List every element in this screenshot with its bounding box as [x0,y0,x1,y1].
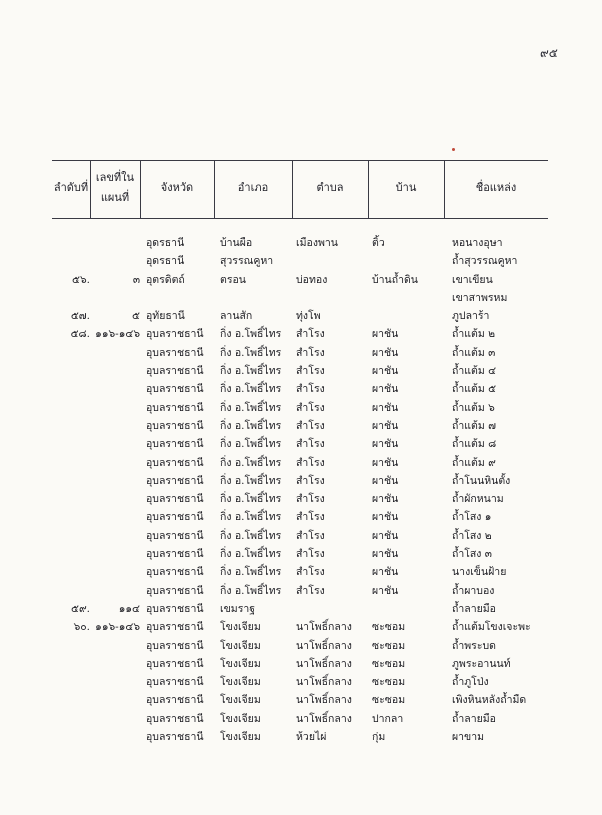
cell-province: อุบลราชธานี [146,621,204,634]
cell-subdistrict: สำโรง [296,566,325,579]
cell-no: ๕๖. [72,273,90,286]
cell-district: กิ่ง อ.โพธิ์ไทร [220,529,282,542]
cell-subdistrict: นาโพธิ์กลาง [296,676,352,689]
cell-province: อุบลราชธานี [146,676,204,689]
table-row [52,508,548,526]
header-map-no [90,168,140,208]
ink-mark [452,148,455,151]
cell-site: หอนางอุษา [452,237,503,249]
cell-district: กิ่ง อ.โพธิ์ไทร [220,401,282,414]
cell-district: กิ่ง อ.โพธิ์ไทร [220,566,282,579]
header-site: ชื่อแหล่ง [475,181,517,194]
cell-map-no: ๕ [132,310,140,323]
header-subdistrict: ตำบล [316,181,344,194]
table-row [52,344,548,362]
table-row [52,637,548,655]
header-map-no-line1: เลขที่ใน [95,171,135,184]
cell-site: เขาเขียน [452,273,493,286]
cell-village: ซะซอม [372,694,406,707]
cell-subdistrict: สำโรง [296,346,325,359]
cell-subdistrict: นาโพธิ์กลาง [296,621,352,634]
table-row [52,252,548,270]
cell-province: อุตรดิตถ์ [146,273,185,286]
cell-district: กิ่ง อ.โพธิ์ไทร [220,548,282,561]
cell-district: กิ่ง อ.โพธิ์ไทร [220,456,282,469]
cell-village: ผาชัน [372,529,399,542]
cell-province: อุดรธานี [146,237,185,249]
cell-district: โขงเจียม [220,657,261,670]
cell-district: โขงเจียม [220,621,261,634]
cell-district: กิ่ง อ.โพธิ์ไทร [220,493,282,506]
table-row [52,472,548,490]
cell-province: อุบลราชธานี [146,602,204,615]
cell-subdistrict: สำโรง [296,474,325,487]
table-row [52,582,548,600]
cell-province: อุบลราชธานี [146,346,204,359]
table-row [52,289,548,307]
cell-site: นางเข็นฝ้าย [452,566,507,579]
cell-site: ถ้ำลายมือ [452,602,496,615]
cell-subdistrict: สำโรง [296,328,325,341]
cell-site: ถ้ำโสง ๓ [452,548,492,561]
cell-village: ผาชัน [372,511,399,524]
cell-district: กิ่ง อ.โพธิ์ไทร [220,383,282,396]
table-row [52,234,548,252]
cell-village: ผาชัน [372,365,399,378]
cell-site: ถ้ำแต้ม ๖ [452,401,495,414]
cell-site: ถ้ำผาบอง [452,584,495,597]
cell-site: ถ้ำแต้ม ๙ [452,456,496,469]
cell-district: กิ่ง อ.โพธิ์ไทร [220,346,282,359]
cell-village: ผาชัน [372,419,399,432]
header-map-no-line2: แผนที่ [100,191,130,204]
cell-map-no: ๓ [132,273,140,286]
table-row [52,307,548,325]
table-row [52,691,548,709]
cell-district: โขงเจียม [220,639,261,652]
cell-province: อุบลราชธานี [146,657,204,670]
cell-subdistrict: สำโรง [296,493,325,506]
cell-village: ซะซอม [372,657,406,670]
cell-map-no: ๑๑๔ [118,602,140,615]
cell-district: กิ่ง อ.โพธิ์ไทร [220,438,282,451]
cell-site: ผาขาม [452,731,485,744]
cell-province: อุทัยธานี [146,310,185,323]
cell-district: กิ่ง อ.โพธิ์ไทร [220,511,282,524]
cell-site: เขาสาพรหม [452,291,508,304]
cell-province: อุบลราชธานี [146,365,204,378]
cell-district: ลานสัก [220,310,253,323]
cell-map-no: ๑๑๖-๑๔๖ [95,328,140,341]
cell-village: ปากลา [372,712,404,725]
cell-province: อุบลราชธานี [146,493,204,506]
table-row [52,362,548,380]
cell-district: กิ่ง อ.โพธิ์ไทร [220,419,282,432]
cell-province: อุบลราชธานี [146,438,204,451]
cell-site: ถ้ำแต้ม ๗ [452,419,496,432]
cell-subdistrict: สำโรง [296,438,325,451]
cell-site: ถ้ำภูโป่ง [452,676,489,689]
table-body [52,234,548,746]
cell-district: โขงเจียม [220,676,261,689]
cell-site: ถ้ำแต้ม ๘ [452,438,497,451]
cell-site: ถ้ำแต้ม ๒ [452,328,496,341]
cell-no: ๕๗. [70,310,90,323]
cell-site: ภูปลาร้า [452,310,490,323]
cell-subdistrict: สำโรง [296,584,325,597]
cell-site: ถ้ำสุวรรณคูหา [452,255,518,268]
table-row [52,527,548,545]
cell-village: ผาชัน [372,438,399,451]
cell-village: บ้านถ้ำดิน [372,273,418,286]
cell-no: ๕๙. [71,602,90,615]
table-row [52,600,548,618]
cell-site: ถ้ำโนนหินตั้ง [452,474,511,487]
cell-subdistrict: นาโพธิ์กลาง [296,639,352,652]
cell-subdistrict: สำโรง [296,511,325,524]
cell-subdistrict: สำโรง [296,529,325,542]
table-row [52,399,548,417]
cell-district: กิ่ง อ.โพธิ์ไทร [220,328,282,341]
header-village: บ้าน [395,181,417,194]
cell-district: เขมราฐ [220,602,256,615]
cell-province: อุบลราชธานี [146,456,204,469]
table-row [52,673,548,691]
cell-subdistrict: สำโรง [296,401,325,414]
table-row [52,271,548,289]
cell-village: ซะซอม [372,639,406,652]
table-row [52,655,548,673]
cell-map-no: ๑๑๖-๑๔๖ [95,621,140,634]
cell-site: ถ้ำโสง ๒ [452,529,492,542]
header-district: อำเภอ [237,181,269,194]
cell-village: ผาชัน [372,566,399,579]
cell-district: กิ่ง อ.โพธิ์ไทร [220,365,282,378]
cell-village: กุ่ม [372,731,386,744]
cell-province: อุบลราชธานี [146,529,204,542]
cell-subdistrict: ทุ่งโพ [296,310,321,323]
cell-province: อุบลราชธานี [146,566,204,579]
cell-village: ซะซอม [372,676,406,689]
cell-province: อุบลราชธานี [146,328,204,341]
table-row [52,380,548,398]
table-row [52,618,548,636]
cell-subdistrict: นาโพธิ์กลาง [296,657,352,670]
cell-province: อุบลราชธานี [146,474,204,487]
cell-site: ถ้ำแต้ม ๔ [452,365,497,378]
table-top-rule [52,160,548,161]
table-row [52,710,548,728]
cell-site: ถ้ำแต้ม ๓ [452,346,496,359]
cell-site: ถ้ำผักหนาม [452,493,504,506]
cell-subdistrict: สำโรง [296,365,325,378]
cell-province: อุบลราชธานี [146,383,204,396]
cell-province: อุบลราชธานี [146,419,204,432]
cell-village: ผาชัน [372,584,399,597]
cell-province: อุบลราชธานี [146,694,204,707]
cell-site: ถ้ำแต้มโขงเจะพะ [452,621,531,634]
cell-province: อุบลราชธานี [146,731,204,744]
cell-province: อุบลราชธานี [146,401,204,414]
table-header-rule [52,218,548,219]
header-province: จังหวัด [160,181,194,194]
cell-village: ผาชัน [372,328,399,341]
page-number: ๙๕ [540,46,558,60]
cell-province: อุดรธานี [146,255,185,268]
cell-subdistrict: ห้วยไผ่ [296,731,327,744]
cell-subdistrict: สำโรง [296,456,325,469]
cell-subdistrict: สำโรง [296,548,325,561]
cell-village: ผาชัน [372,548,399,561]
cell-district: สุวรรณคูหา [220,255,274,268]
cell-site: ภูพระอานนท์ [452,657,511,670]
cell-village: ผาชัน [372,456,399,469]
cell-province: อุบลราชธานี [146,639,204,652]
cell-province: อุบลราชธานี [146,548,204,561]
cell-subdistrict: บ่อทอง [296,273,328,286]
cell-district: โขงเจียม [220,731,261,744]
table-row [52,490,548,508]
cell-village: ผาชัน [372,474,399,487]
cell-district: กิ่ง อ.โพธิ์ไทร [220,474,282,487]
cell-village: ผาชัน [372,493,399,506]
cell-site: ถ้ำพระบด [452,639,496,652]
cell-village: ซะซอม [372,621,406,634]
table-row [52,325,548,343]
cell-village: ผาชัน [372,383,399,396]
cell-site: เพิงหินหลังถ้ำมืด [452,694,527,707]
table-row [52,545,548,563]
cell-province: อุบลราชธานี [146,712,204,725]
cell-district: บ้านผือ [220,237,253,249]
cell-district: กิ่ง อ.โพธิ์ไทร [220,584,282,597]
cell-subdistrict: นาโพธิ์กลาง [296,694,352,707]
cell-no: ๖๐. [73,621,90,634]
cell-district: ตรอน [220,273,246,286]
table-row [52,563,548,581]
cell-subdistrict: สำโรง [296,383,325,396]
cell-village: ติ้ว [372,237,385,249]
cell-subdistrict: เมืองพาน [296,237,338,249]
cell-site: ถ้ำโสง ๑ [452,511,492,524]
cell-site: ถ้ำลายมือ [452,712,496,725]
cell-subdistrict: นาโพธิ์กลาง [296,712,352,725]
cell-district: โขงเจียม [220,694,261,707]
header-no: ลำดับที่ [53,181,89,194]
cell-site: ถ้ำแต้ม ๕ [452,383,497,396]
cell-province: อุบลราชธานี [146,584,204,597]
table-row [52,417,548,435]
cell-village: ผาชัน [372,346,399,359]
table-row [52,454,548,472]
table-row [52,728,548,746]
cell-no: ๕๘. [70,328,90,341]
cell-province: อุบลราชธานี [146,511,204,524]
cell-subdistrict: สำโรง [296,419,325,432]
cell-village: ผาชัน [372,401,399,414]
cell-district: โขงเจียม [220,712,261,725]
table-row [52,435,548,453]
